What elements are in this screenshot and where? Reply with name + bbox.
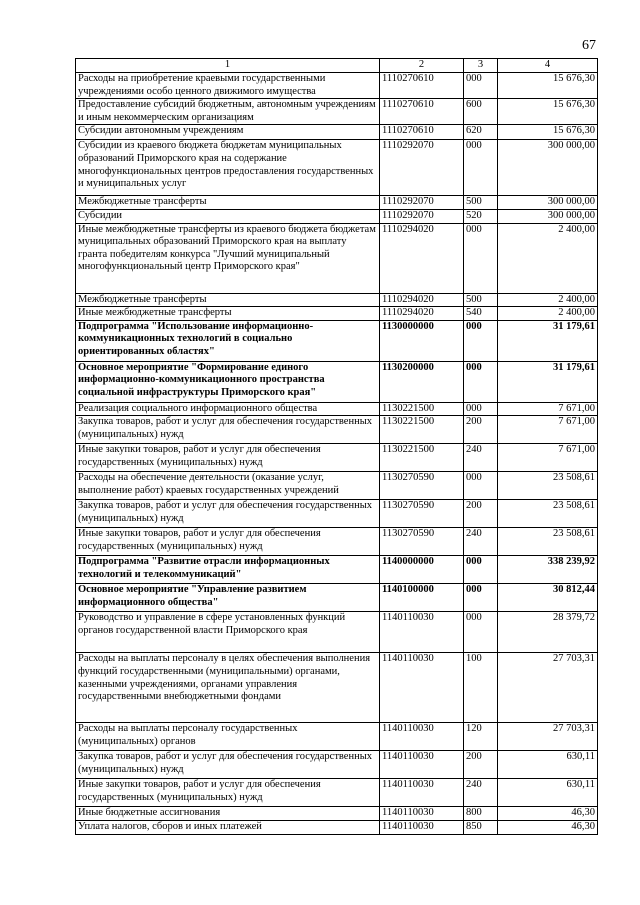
page-number: 67 xyxy=(582,38,596,53)
row-amount-cell: 300 000,00 xyxy=(498,209,598,223)
row-code-cell: 1130270590 xyxy=(380,500,464,528)
table-row xyxy=(76,125,598,140)
row-amount-cell: 2 400,00 xyxy=(498,293,598,307)
row-kind-cell: 000 xyxy=(464,73,498,99)
row-kind-cell: 540 xyxy=(464,307,498,321)
row-name-cell: Расходы на обеспечение деятельности (оказание услуг, выполнение работ) краевых государственных учреждений xyxy=(76,472,380,500)
row-name-cell: Основное мероприятие "Управление развитием информационного общества" xyxy=(76,584,380,612)
row-kind-cell: 200 xyxy=(464,416,498,444)
table-row xyxy=(76,320,598,361)
row-amount-cell: 46,30 xyxy=(498,807,598,821)
table-row xyxy=(76,528,598,556)
table-row xyxy=(76,73,598,99)
row-code-cell: 1110294020 xyxy=(380,293,464,307)
row-code-cell: 1130221500 xyxy=(380,444,464,472)
row-name-cell: Реализация социального информационного общества xyxy=(76,402,380,416)
row-code-cell: 1140110030 xyxy=(380,751,464,779)
row-kind-cell: 800 xyxy=(464,807,498,821)
row-amount-cell: 630,11 xyxy=(498,751,598,779)
row-amount-cell: 31 179,61 xyxy=(498,320,598,361)
table-row xyxy=(76,723,598,751)
header-col-2: 2 xyxy=(380,59,464,73)
row-amount-cell: 15 676,30 xyxy=(498,99,598,125)
table-row xyxy=(76,472,598,500)
row-name-cell: Иные межбюджетные трансферты из краевого бюджета бюджетам муниципальных образований Приморского края на выплату гранта победителям конкурса "Лучший муниципальный многофункциональный центр Приморского края" xyxy=(76,223,380,293)
row-amount-cell: 31 179,61 xyxy=(498,361,598,402)
row-code-cell: 1110270610 xyxy=(380,73,464,99)
row-amount-cell: 27 703,31 xyxy=(498,653,598,723)
row-name-cell: Субсидии автономным учреждениям xyxy=(76,125,380,140)
row-code-cell: 1130270590 xyxy=(380,472,464,500)
table-row xyxy=(76,196,598,210)
row-kind-cell: 120 xyxy=(464,723,498,751)
row-kind-cell: 000 xyxy=(464,223,498,293)
row-name-cell: Иные межбюджетные трансферты xyxy=(76,307,380,321)
table-row xyxy=(76,500,598,528)
row-code-cell: 1110292070 xyxy=(380,140,464,196)
table-row xyxy=(76,361,598,402)
row-amount-cell: 15 676,30 xyxy=(498,125,598,140)
row-name-cell: Межбюджетные трансферты xyxy=(76,196,380,210)
row-name-cell: Иные закупки товаров, работ и услуг для обеспечения государственных (муниципальных) нужд xyxy=(76,528,380,556)
row-kind-cell: 500 xyxy=(464,196,498,210)
row-kind-cell: 000 xyxy=(464,320,498,361)
table-row xyxy=(76,99,598,125)
row-kind-cell: 500 xyxy=(464,293,498,307)
row-code-cell: 1130270590 xyxy=(380,528,464,556)
row-name-cell: Подпрограмма "Развитие отрасли информационных технологий и телекоммуникаций" xyxy=(76,556,380,584)
row-kind-cell: 200 xyxy=(464,751,498,779)
row-name-cell: Межбюджетные трансферты xyxy=(76,293,380,307)
table-row xyxy=(76,416,598,444)
row-kind-cell: 000 xyxy=(464,612,498,653)
row-amount-cell: 300 000,00 xyxy=(498,196,598,210)
row-amount-cell: 30 812,44 xyxy=(498,584,598,612)
row-amount-cell: 7 671,00 xyxy=(498,444,598,472)
row-kind-cell: 620 xyxy=(464,125,498,140)
row-amount-cell: 28 379,72 xyxy=(498,612,598,653)
row-code-cell: 1140110030 xyxy=(380,723,464,751)
header-col-4: 4 xyxy=(498,59,598,73)
row-kind-cell: 000 xyxy=(464,402,498,416)
row-name-cell: Закупка товаров, работ и услуг для обеспечения государственных (муниципальных) нужд xyxy=(76,500,380,528)
row-amount-cell: 300 000,00 xyxy=(498,140,598,196)
header-row xyxy=(76,59,598,73)
row-amount-cell: 23 508,61 xyxy=(498,528,598,556)
row-amount-cell: 630,11 xyxy=(498,779,598,807)
row-kind-cell: 000 xyxy=(464,556,498,584)
row-code-cell: 1130221500 xyxy=(380,416,464,444)
header-col-3: 3 xyxy=(464,59,498,73)
table-row xyxy=(76,209,598,223)
table-row xyxy=(76,751,598,779)
row-amount-cell: 2 400,00 xyxy=(498,223,598,293)
row-code-cell: 1130000000 xyxy=(380,320,464,361)
table-row xyxy=(76,807,598,821)
row-amount-cell: 46,30 xyxy=(498,820,598,834)
row-code-cell: 1110292070 xyxy=(380,209,464,223)
row-name-cell: Основное мероприятие "Формирование единого информационно-коммуникационного пространства социальной инфраструктуры Приморского края" xyxy=(76,361,380,402)
row-name-cell: Закупка товаров, работ и услуг для обеспечения государственных (муниципальных) нужд xyxy=(76,751,380,779)
table-row xyxy=(76,612,598,653)
row-name-cell: Закупка товаров, работ и услуг для обеспечения государственных (муниципальных) нужд xyxy=(76,416,380,444)
row-kind-cell: 240 xyxy=(464,444,498,472)
table-row xyxy=(76,140,598,196)
table-row xyxy=(76,556,598,584)
row-name-cell: Иные закупки товаров, работ и услуг для обеспечения государственных (муниципальных) нужд xyxy=(76,444,380,472)
row-code-cell: 1140110030 xyxy=(380,653,464,723)
table-body xyxy=(76,73,598,835)
row-name-cell: Иные бюджетные ассигнования xyxy=(76,807,380,821)
row-code-cell: 1140110030 xyxy=(380,820,464,834)
row-kind-cell: 600 xyxy=(464,99,498,125)
row-code-cell: 1140000000 xyxy=(380,556,464,584)
table-row xyxy=(76,307,598,321)
row-name-cell: Иные закупки товаров, работ и услуг для обеспечения государственных (муниципальных) нужд xyxy=(76,779,380,807)
row-kind-cell: 100 xyxy=(464,653,498,723)
row-code-cell: 1130221500 xyxy=(380,402,464,416)
row-name-cell: Расходы на выплаты персоналу в целях обеспечения выполнения функций государственными (муниципальными) органами, казенными учреждениями, органами управления государственными внебюджетными фондами xyxy=(76,653,380,723)
row-amount-cell: 23 508,61 xyxy=(498,500,598,528)
row-code-cell: 1110270610 xyxy=(380,125,464,140)
row-name-cell: Руководство и управление в сфере установленных функций органов государственной власти Приморского края xyxy=(76,612,380,653)
row-kind-cell: 200 xyxy=(464,500,498,528)
row-code-cell: 1110292070 xyxy=(380,196,464,210)
table-row xyxy=(76,584,598,612)
table-row xyxy=(76,444,598,472)
row-name-cell: Подпрограмма "Использование информационно-коммуникационных технологий в социально ориентированных областях" xyxy=(76,320,380,361)
row-code-cell: 1110294020 xyxy=(380,307,464,321)
row-code-cell: 1140110030 xyxy=(380,807,464,821)
table-row xyxy=(76,653,598,723)
row-name-cell: Уплата налогов, сборов и иных платежей xyxy=(76,820,380,834)
row-code-cell: 1140100000 xyxy=(380,584,464,612)
row-amount-cell: 7 671,00 xyxy=(498,416,598,444)
row-amount-cell: 15 676,30 xyxy=(498,73,598,99)
row-amount-cell: 338 239,92 xyxy=(498,556,598,584)
budget-table xyxy=(75,58,598,835)
table-row xyxy=(76,293,598,307)
row-code-cell: 1110270610 xyxy=(380,99,464,125)
row-code-cell: 1130200000 xyxy=(380,361,464,402)
row-kind-cell: 240 xyxy=(464,528,498,556)
row-kind-cell: 000 xyxy=(464,140,498,196)
row-code-cell: 1140110030 xyxy=(380,779,464,807)
row-kind-cell: 000 xyxy=(464,472,498,500)
table-row xyxy=(76,223,598,293)
row-kind-cell: 000 xyxy=(464,584,498,612)
table-row xyxy=(76,820,598,834)
table-row xyxy=(76,779,598,807)
row-amount-cell: 2 400,00 xyxy=(498,307,598,321)
row-amount-cell: 27 703,31 xyxy=(498,723,598,751)
row-name-cell: Субсидии xyxy=(76,209,380,223)
row-kind-cell: 000 xyxy=(464,361,498,402)
row-name-cell: Расходы на приобретение краевыми государственными учреждениями особо ценного движимого имущества xyxy=(76,73,380,99)
row-amount-cell: 7 671,00 xyxy=(498,402,598,416)
row-amount-cell: 23 508,61 xyxy=(498,472,598,500)
row-code-cell: 1140110030 xyxy=(380,612,464,653)
row-kind-cell: 850 xyxy=(464,820,498,834)
table-row xyxy=(76,402,598,416)
row-code-cell: 1110294020 xyxy=(380,223,464,293)
row-name-cell: Субсидии из краевого бюджета бюджетам муниципальных образований Приморского края на содержание многофункциональных центров предоставления государственных и муниципальных услуг xyxy=(76,140,380,196)
row-name-cell: Предоставление субсидий бюджетным, автономным учреждениям и иным некоммерческим организациям xyxy=(76,99,380,125)
row-kind-cell: 520 xyxy=(464,209,498,223)
header-col-1: 1 xyxy=(76,59,380,73)
row-kind-cell: 240 xyxy=(464,779,498,807)
row-name-cell: Расходы на выплаты персоналу государственных (муниципальных) органов xyxy=(76,723,380,751)
